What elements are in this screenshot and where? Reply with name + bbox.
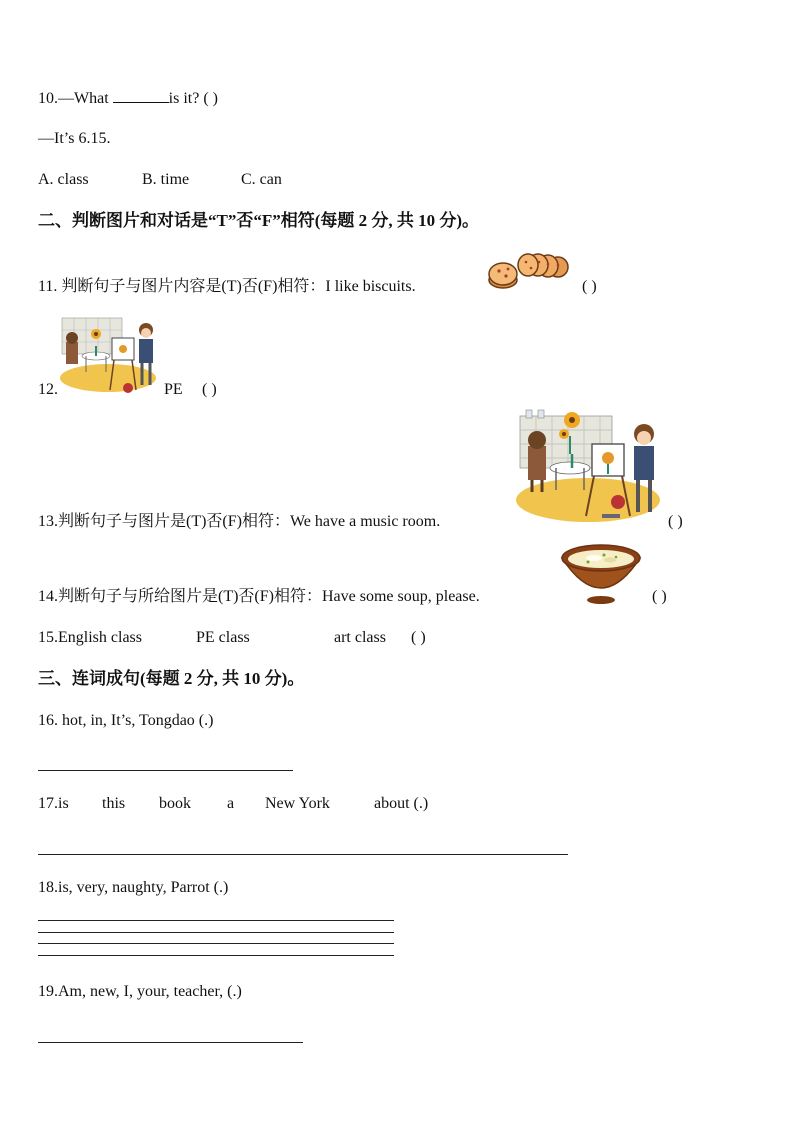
painting-scene-image — [514, 406, 666, 528]
q10-line1 — [38, 88, 218, 109]
q11-text: 11. 判断句子与图片内容是(T)否(F)相符：I like biscuits. — [38, 278, 416, 295]
biscuits-image — [486, 250, 570, 294]
q12-number: 12. — [38, 381, 58, 398]
q19-text: 19.Am, new, I, your, teacher, (.) — [38, 983, 242, 1000]
q10-answer-line: —It’s 6.15. — [38, 130, 111, 147]
q15-item-1: 15.English class — [38, 629, 142, 646]
q17-word-6: about (.) — [374, 795, 429, 812]
soup-bowl-image — [558, 540, 644, 606]
q10-option-a[interactable]: A. class — [38, 171, 89, 188]
q11-answer-paren[interactable]: ( ) — [582, 278, 597, 295]
q15-answer-paren[interactable]: ( ) — [411, 629, 426, 646]
section3-heading: 三、连词成句(每题 2 分, 共 10 分)。 — [38, 669, 305, 688]
q13-answer-paren[interactable]: ( ) — [668, 513, 683, 530]
q19-answer-line[interactable] — [38, 1042, 303, 1043]
q18-answer-line[interactable] — [38, 955, 394, 956]
section2-heading: 二、判断图片和对话是“T”否“F”相符(每题 2 分, 共 10 分)。 — [38, 211, 480, 230]
q16-answer-line[interactable] — [38, 770, 293, 771]
q17-answer-line[interactable] — [38, 854, 568, 855]
q17-word-1: 17.is — [38, 795, 69, 812]
q18-answer-line[interactable] — [38, 920, 394, 921]
q13-text: 13.判断句子与图片是(T)否(F)相符：We have a music room. — [38, 513, 441, 530]
q10-option-b[interactable]: B. time — [142, 171, 190, 188]
painting-scene-image — [58, 312, 158, 398]
q14-answer-paren[interactable]: ( ) — [652, 588, 667, 605]
q14-text: 14.判断句子与所给图片是(T)否(F)相符：Have some soup, please. — [38, 588, 480, 605]
q10-suffix: is it? ( ) — [168, 90, 218, 107]
q15-item-3: art class — [334, 629, 386, 646]
q10-blank[interactable] — [113, 88, 169, 103]
q17-word-2: this — [102, 795, 126, 812]
q10-option-c[interactable]: C. can — [241, 171, 282, 188]
q18-text: 18.is, very, naughty, Parrot (.) — [38, 879, 229, 896]
q10-prefix: 10.—What — [38, 90, 113, 107]
q12-text: PE — [164, 381, 183, 398]
q12-answer-paren[interactable]: ( ) — [202, 381, 217, 398]
q17-word-5: New York — [265, 795, 330, 812]
q17-word-4: a — [227, 795, 235, 812]
q18-answer-line[interactable] — [38, 932, 394, 933]
q16-text: 16. hot, in, It’s, Tongdao (.) — [38, 712, 214, 729]
q17-word-3: book — [159, 795, 191, 812]
q18-answer-line[interactable] — [38, 943, 394, 944]
q15-item-2: PE class — [196, 629, 250, 646]
